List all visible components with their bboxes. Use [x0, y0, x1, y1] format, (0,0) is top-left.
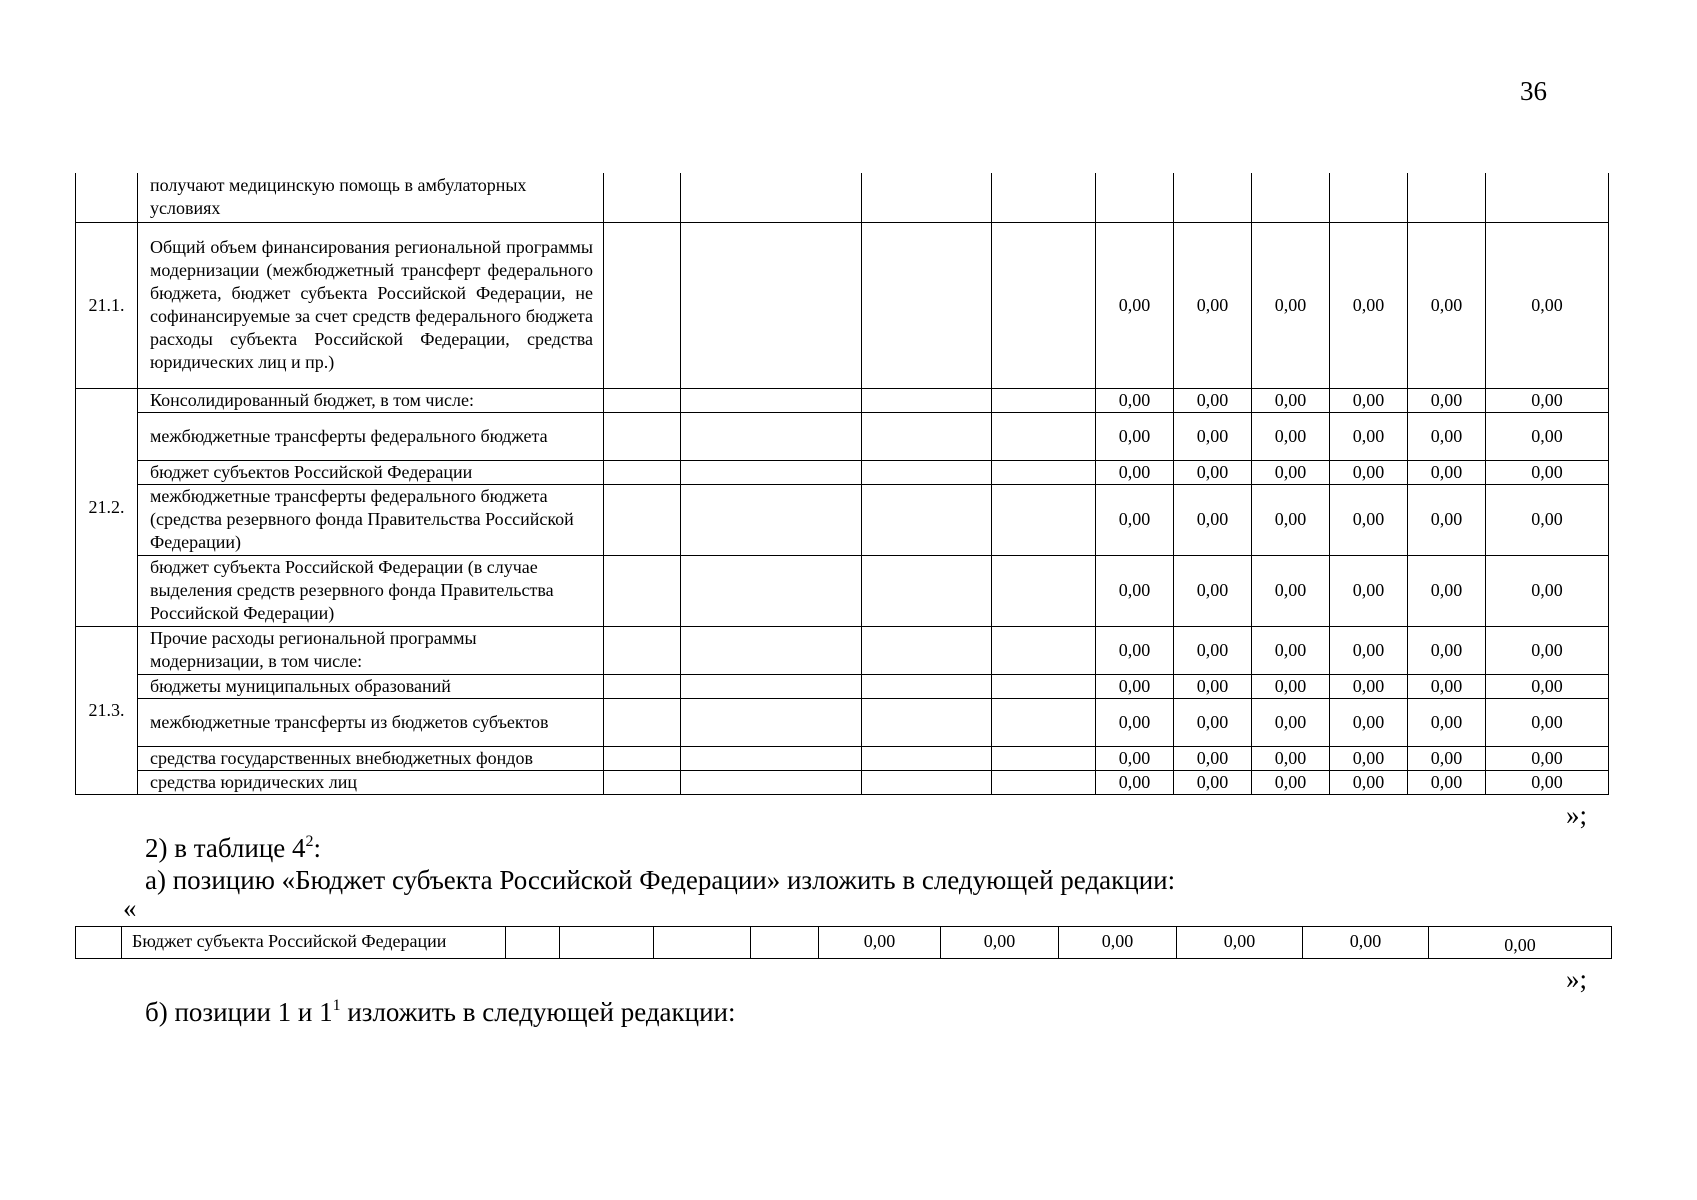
value-cell: 0,00 — [1096, 770, 1174, 794]
table-row — [76, 173, 1609, 222]
value-cell: 0,00 — [1252, 484, 1330, 555]
value-cell: 0,00 — [1330, 626, 1408, 674]
value-cell: 0,00 — [1330, 746, 1408, 770]
value-cell: 0,00 — [1486, 770, 1609, 794]
row-label: межбюджетные трансферты федерального бюджета — [138, 412, 604, 460]
value-cell: 0,00 — [1408, 698, 1486, 746]
table-row — [76, 412, 1609, 460]
table-row — [76, 674, 1609, 698]
value-cell: 0,00 — [1408, 770, 1486, 794]
value-cell: 0,00 — [1486, 222, 1609, 388]
row-label: Бюджет субъекта Российской Федерации — [122, 927, 506, 959]
row-label: бюджет субъектов Российской Федерации — [138, 460, 604, 484]
value-cell: 0,00 — [1486, 388, 1609, 412]
value-cell: 0,00 — [1330, 388, 1408, 412]
value-cell: 0,00 — [1486, 555, 1609, 626]
value-cell: 0,00 — [1174, 388, 1252, 412]
value-cell: 0,00 — [1096, 674, 1174, 698]
value-cell: 0,00 — [1252, 770, 1330, 794]
value-cell: 0,00 — [1486, 484, 1609, 555]
value-cell: 0,00 — [1408, 460, 1486, 484]
table-row — [76, 555, 1609, 626]
row-number: 21.3. — [76, 626, 138, 794]
value-cell: 0,00 — [1174, 412, 1252, 460]
value-cell: 0,00 — [1174, 770, 1252, 794]
value-cell: 0,00 — [1174, 460, 1252, 484]
value-cell: 0,00 — [1486, 460, 1609, 484]
value-cell: 0,00 — [1429, 927, 1612, 959]
value-cell: 0,00 — [1174, 484, 1252, 555]
row-label: бюджет субъекта Российской Федерации (в случае выделения средств резервного фонда Правительства Российской Федерации) — [138, 555, 604, 626]
value-cell: 0,00 — [1096, 388, 1174, 412]
paragraph-positions-b: б) позиции 1 и $1^1$ изложить в следующей редакции: — [145, 997, 736, 1027]
row-label: получают медицинскую помощь в амбулаторных условиях — [138, 173, 604, 222]
value-cell: 0,00 — [1096, 626, 1174, 674]
value-cell: 0,00 — [1486, 746, 1609, 770]
value-cell: 0,00 — [1174, 698, 1252, 746]
row-label: межбюджетные трансферты из бюджетов субъектов — [138, 698, 604, 746]
table-row — [76, 388, 1609, 412]
table-row — [76, 746, 1609, 770]
value-cell: 0,00 — [1252, 412, 1330, 460]
closing-quote: »; — [1566, 800, 1588, 830]
value-cell: 0,00 — [1174, 746, 1252, 770]
table-row — [76, 770, 1609, 794]
value-cell: 0,00 — [941, 927, 1059, 959]
value-cell: 0,00 — [1096, 412, 1174, 460]
value-cell: 0,00 — [819, 927, 941, 959]
row-number: 21.1. — [76, 222, 138, 388]
value-cell: 0,00 — [1486, 698, 1609, 746]
value-cell: 0,00 — [1252, 460, 1330, 484]
row-label: Прочие расходы региональной программы модернизации, в том числе: — [138, 626, 604, 674]
table-row — [76, 222, 1609, 388]
value-cell: 0,00 — [1408, 222, 1486, 388]
value-cell: 0,00 — [1330, 222, 1408, 388]
value-cell: 0,00 — [1486, 626, 1609, 674]
value-cell: 0,00 — [1096, 746, 1174, 770]
value-cell: 0,00 — [1408, 626, 1486, 674]
value-cell: 0,00 — [1096, 698, 1174, 746]
row-number: 21.2. — [76, 388, 138, 626]
row-label: бюджеты муниципальных образований — [138, 674, 604, 698]
value-cell: 0,00 — [1096, 222, 1174, 388]
budget-subject-table — [75, 926, 1612, 959]
row-label: средства юридических лиц — [138, 770, 604, 794]
paragraph-position-a: а) позицию «Бюджет субъекта Российской Федерации» изложить в следующей редакции: — [145, 865, 1176, 895]
value-cell: 0,00 — [1252, 698, 1330, 746]
table-row — [76, 484, 1609, 555]
table-row — [76, 460, 1609, 484]
table-row — [76, 927, 1612, 959]
value-cell: 0,00 — [1252, 222, 1330, 388]
value-cell: 0,00 — [1174, 674, 1252, 698]
table-row — [76, 698, 1609, 746]
value-cell: 0,00 — [1408, 746, 1486, 770]
value-cell: 0,00 — [1486, 412, 1609, 460]
row-label: средства государственных внебюджетных фондов — [138, 746, 604, 770]
value-cell: 0,00 — [1096, 460, 1174, 484]
value-cell: 0,00 — [1408, 674, 1486, 698]
page-number: 36 — [1520, 76, 1547, 106]
value-cell: 0,00 — [1096, 555, 1174, 626]
budget-table — [75, 173, 1609, 795]
value-cell: 0,00 — [1408, 484, 1486, 555]
row-label: Консолидированный бюджет, в том числе: — [138, 388, 604, 412]
value-cell: 0,00 — [1330, 412, 1408, 460]
opening-quote: « — [123, 893, 137, 923]
row-label: межбюджетные трансферты федерального бюджета (средства резервного фонда Правительства Российской Федерации) — [138, 484, 604, 555]
value-cell: 0,00 — [1174, 555, 1252, 626]
value-cell: 0,00 — [1303, 927, 1429, 959]
row-label: Общий объем финансирования региональной программы модернизации (межбюджетный трансферт федерального бюджета, бюджет субъекта Российской Федерации, не софинансируемые за счет средств федерального бюджета расходы субъекта Российской Федерации, средства юридических лиц и пр.) — [138, 222, 604, 388]
value-cell: 0,00 — [1252, 555, 1330, 626]
value-cell: 0,00 — [1252, 388, 1330, 412]
closing-quote: »; — [1566, 964, 1588, 994]
value-cell: 0,00 — [1486, 674, 1609, 698]
value-cell: 0,00 — [1330, 698, 1408, 746]
value-cell: 0,00 — [1330, 674, 1408, 698]
value-cell: 0,00 — [1330, 555, 1408, 626]
value-cell: 0,00 — [1174, 626, 1252, 674]
value-cell: 0,00 — [1174, 222, 1252, 388]
value-cell: 0,00 — [1408, 555, 1486, 626]
value-cell: 0,00 — [1252, 674, 1330, 698]
value-cell: 0,00 — [1408, 388, 1486, 412]
table-row — [76, 626, 1609, 674]
value-cell: 0,00 — [1330, 770, 1408, 794]
paragraph-table-4-2: 2) в таблице $4^2$: — [145, 833, 322, 863]
value-cell: 0,00 — [1330, 460, 1408, 484]
value-cell: 0,00 — [1177, 927, 1303, 959]
value-cell: 0,00 — [1330, 484, 1408, 555]
value-cell: 0,00 — [1252, 626, 1330, 674]
value-cell: 0,00 — [1252, 746, 1330, 770]
value-cell: 0,00 — [1408, 412, 1486, 460]
value-cell: 0,00 — [1096, 484, 1174, 555]
value-cell: 0,00 — [1059, 927, 1177, 959]
